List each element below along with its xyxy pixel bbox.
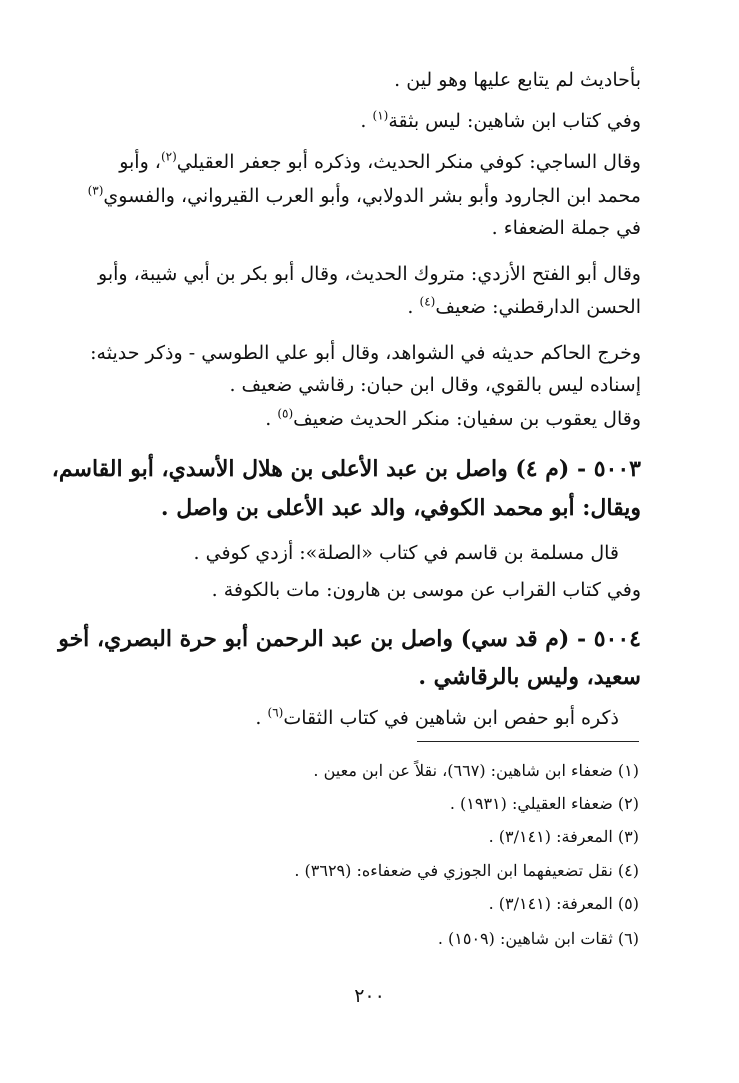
footnote-3: (٣) المعرفة: (٣/١٤١) .: [488, 827, 639, 846]
footnote-2: (٢) ضعفاء العقيلي: (١٩٣١) .: [449, 794, 639, 813]
entry-5003-line-1: قال مسلمة بن قاسم في كتاب «الصلة»: أزدي كوفي .: [193, 542, 619, 564]
footnote-ref-3[interactable]: (٣): [87, 183, 104, 198]
body-line-6: وقال أبو الفتح الأزدي: متروك الحديث، وقال أبو بكر بن أبي شيبة، وأبو: [98, 263, 641, 285]
body-line-3: وقال الساجي: كوفي منكر الحديث، وذكره أبو جعفر العقيلي$^{(٢)}$، وأبو: [119, 149, 641, 173]
body-line-9: إسناده ليس بالقوي، وقال ابن حبان: رقاشي ضعيف .: [229, 374, 641, 396]
body-line-2: وفي كتاب ابن شاهين: ليس بثقة$^{(١)}$ .: [360, 108, 641, 132]
footnote-separator: [417, 741, 639, 742]
body-line-7: الحسن الدارقطني: ضعيف$^{(٤)}$ .: [407, 294, 641, 318]
page-number: ٢٠٠: [354, 985, 385, 1007]
footnote-4: (٤) نقل تضعيفهما ابن الجوزي في ضعفاءه: (٣٦٢٩) .: [294, 861, 639, 880]
footnote-ref-6[interactable]: (٦): [267, 705, 284, 720]
footnote-1: (١) ضعفاء ابن شاهين: (٦٦٧)، نقلاً عن ابن معين .: [313, 761, 639, 780]
entry-5004-heading-line-1: ٥٠٠٤ - (م قد سي) واصل بن عبد الرحمن أبو حرة البصري، أخو: [58, 626, 641, 652]
body-line-8: وخرج الحاكم حديثه في الشواهد، وقال أبو علي الطوسي - وذكر حديثه:: [90, 342, 641, 364]
entry-5003-line-2: وفي كتاب القراب عن موسى بن هارون: مات بالكوفة .: [211, 579, 641, 601]
footnote-ref-4[interactable]: (٤): [419, 294, 436, 309]
entry-5004-line-1: ذكره أبو حفص ابن شاهين في كتاب الثقات$^{(٦)}$ .: [255, 705, 619, 729]
footnote-ref-2[interactable]: (٢): [160, 149, 177, 164]
footnote-5: (٥) المعرفة: (٣/١٤١) .: [488, 894, 639, 913]
footnote-ref-1[interactable]: (١): [372, 108, 389, 123]
entry-5003-heading-line-2: ويقال: أبو محمد الكوفي، والد عبد الأعلى بن واصل .: [160, 495, 641, 521]
entry-5003-heading-line-1: ٥٠٠٣ - (م ٤) واصل بن عبد الأعلى بن هلال الأسدي، أبو القاسم،: [51, 456, 641, 482]
entry-5004-heading-line-2: سعيد، وليس بالرقاشي .: [418, 664, 641, 690]
footnote-ref-5[interactable]: (٥): [277, 406, 294, 421]
body-line-4: محمد ابن الجارود وأبو بشر الدولابي، وأبو العرب القيرواني، والفسوي$^{(٣)}$: [87, 183, 641, 207]
body-line-1: بأحاديث لم يتابع عليها وهو لين .: [394, 69, 641, 91]
body-line-5: في جملة الضعفاء .: [491, 217, 641, 239]
body-line-10: وقال يعقوب بن سفيان: منكر الحديث ضعيف$^{(٥)}$ .: [265, 406, 641, 430]
footnote-6: (٦) ثقات ابن شاهين: (١٥٠٩) .: [437, 929, 639, 948]
